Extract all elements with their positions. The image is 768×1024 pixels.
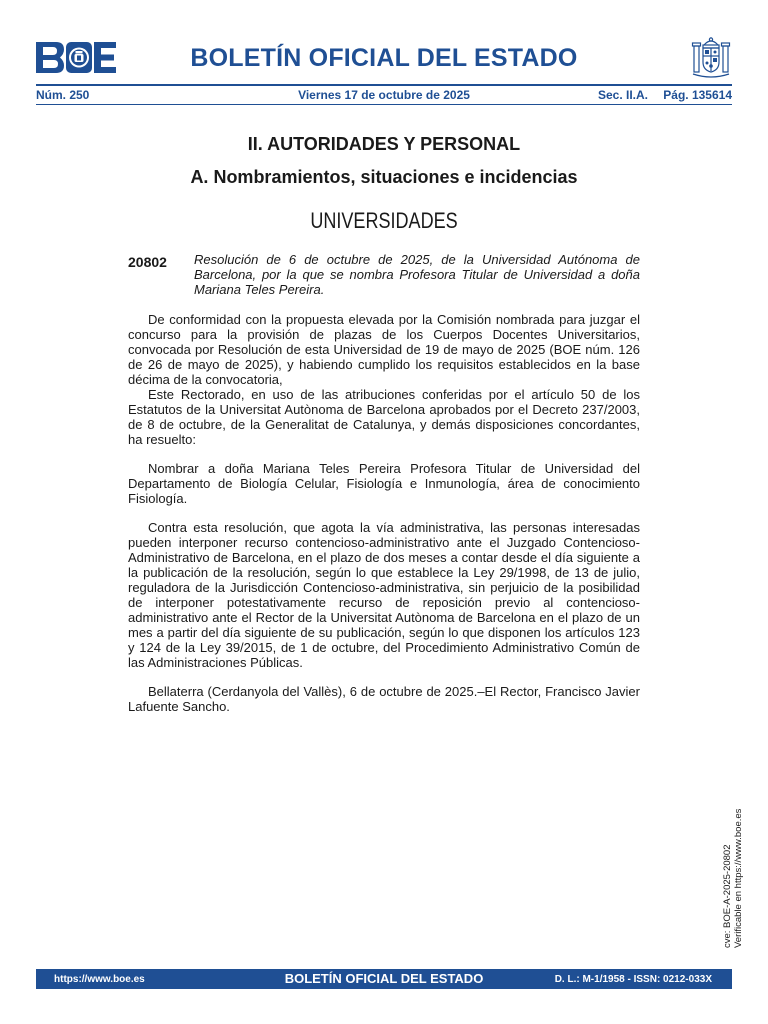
document-number: 20802: [128, 254, 167, 270]
signature-paragraph: Bellaterra (Cerdanyola del Vallès), 6 de octubre de 2025.–El Rector, Francisco Javier Lafuente Sancho.: [128, 684, 640, 714]
document-body: [128, 312, 640, 714]
body-paragraph: Nombrar a doña Mariana Teles Pereira Profesora Titular de Universidad del Departamento de Biología Celular, Fisiología e Inmunología, área de conocimiento Fisiología.: [128, 461, 640, 506]
header-rule-bottom: [36, 104, 732, 105]
subsection-title: A. Nombramientos, situaciones e incidencias: [190, 167, 578, 187]
issue-date: Viernes 17 de octubre de 2025: [298, 88, 470, 102]
footer-legal-deposit: D. L.: M-1/1958 - ISSN: 0212-033X: [554, 974, 712, 985]
section-title: II. AUTORIDADES Y PERSONAL: [247, 134, 521, 154]
header-rule-top: [36, 84, 732, 86]
issue-number: Núm. 250: [36, 88, 90, 102]
body-paragraph: Contra esta resolución, que agota la vía administrativa, las personas interesadas pueden interponer recurso contencioso-administrativo ante el Juzgado Contencioso-Administrativo de Barcelona, en el plazo de dos meses a contar desde el día siguiente a la publicación de la resolución, según lo que establece la Ley 29/1998, de 13 de julio, reguladora de la Jurisdicción Contencioso-administrativa, sin perjuicio de la posibilidad de interponer potestativamente recurso de reposición previo al contencioso-administrativo ante el Rector de la Universitat Autònoma de Barcelona en el plazo de un mes a partir del día siguiente de su publicación, según lo que disponen los artículos 123 y 124 de la Ley 39/2015, de 1 de octubre, del Procedimiento Administrativo Común de las Administraciones Públicas.: [128, 520, 640, 670]
spain-coat-of-arms-icon: [690, 36, 732, 80]
body-paragraph: Este Rectorado, en uso de las atribuciones conferidas por el artículo 50 de los Estatutos de la Universitat Autònoma de Barcelona aprobados por el Decreto 237/2003, de 8 de octubre, de la Generalitat de Catalunya, y demás disposiciones concordantes, ha resuelto:: [128, 387, 640, 447]
body-paragraph: De conformidad con la propuesta elevada por la Comisión nombrada para juzgar el concurso para la provisión de plazas de los Cuerpos Docentes Universitarios, convocada por Resolución de esta Universidad de 19 de mayo de 2025 (BOE núm. 126 de 26 de mayo de 2025), y habiendo cumplido los requisitos establecidos en la base décima de la convocatoria,: [128, 312, 640, 387]
document-summary: Resolución de 6 de octubre de 2025, de la Universidad Autónoma de Barcelona, por la que se nombra Profesora Titular de Universidad a doña Mariana Teles Pereira.: [194, 252, 640, 297]
footer-url-link[interactable]: https://www.boe.es: [54, 974, 145, 985]
footer-bar: [36, 969, 732, 989]
footer-title: BOLETÍN OFICIAL DEL ESTADO: [284, 971, 484, 986]
page-ref: Pág. 135614: [663, 88, 732, 102]
section-ref: Sec. II.A.: [597, 88, 648, 102]
bulletin-title: BOLETÍN OFICIAL DEL ESTADO: [190, 44, 578, 72]
verification-url[interactable]: Verificable en https://www.boe.es: [733, 808, 744, 948]
department-title: UNIVERSIDADES: [310, 208, 458, 233]
issue-meta: [36, 88, 732, 102]
cve-code: cve: BOE-A-2025-20802: [722, 844, 733, 948]
verification-note: [722, 708, 746, 948]
